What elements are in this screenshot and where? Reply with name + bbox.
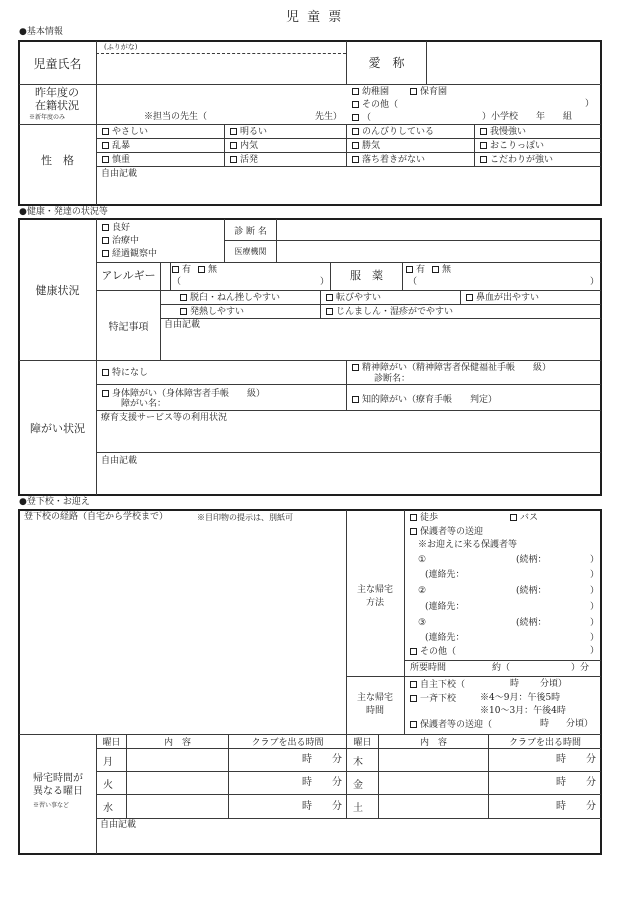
hospital-input[interactable] [278, 242, 600, 261]
section-health-heading: ●健康・発達の状況等 [19, 207, 108, 217]
checkbox-icon [410, 681, 417, 688]
header-day-left: 曜日 [102, 738, 121, 748]
trait-checkbox[interactable]: 明るい [230, 127, 267, 137]
checkbox-icon [102, 369, 109, 376]
method-guardian[interactable]: 保護者等の送迎 [410, 527, 483, 537]
guardian-2-number: ② [418, 586, 427, 596]
physical-disability-name-label: 障がい名： [121, 399, 167, 409]
disability-mental[interactable]: 精神障がい（精神障害者保健福祉手帳 級） [352, 363, 551, 373]
health-good[interactable]: 良好 [102, 223, 130, 233]
checkbox-icon [102, 250, 109, 257]
day-tuesday: 火 [103, 779, 113, 791]
disability-none[interactable]: 特になし [102, 368, 148, 378]
checkbox-icon [352, 114, 359, 121]
trait-checkbox[interactable]: 落ち着きがない [352, 155, 425, 165]
day-saturday: 土 [353, 803, 363, 814]
health-observation[interactable]: 経過観察中 [102, 249, 157, 259]
checkbox-icon [102, 128, 109, 135]
day-thursday: 木 [353, 756, 363, 768]
special-option[interactable]: 発熱しやすい [180, 307, 244, 317]
guardian-2-relation-close: ） [590, 586, 600, 596]
diagnosis-input[interactable] [278, 220, 600, 239]
checkbox-icon [326, 294, 333, 301]
wednesday-content-input[interactable] [128, 796, 227, 817]
checkbox-icon [102, 237, 109, 244]
disability-status-label: 障がい状況 [30, 422, 85, 435]
diagnosis-label: 診 断 名 [234, 226, 267, 237]
checkbox-icon [410, 88, 417, 95]
time-required-minutes: ）分 [571, 663, 590, 673]
checkbox-icon [326, 308, 333, 315]
checkbox-icon [352, 396, 359, 403]
checkbox-icon [410, 528, 417, 535]
medication-paren-close: ） [590, 277, 600, 287]
checkbox-icon [230, 128, 237, 135]
friday-hour: 時 [556, 777, 566, 788]
enroll-other-close: ） [585, 99, 595, 109]
allergy-yes[interactable]: 有 [172, 265, 191, 275]
guardian-3-contact-close: ） [590, 633, 600, 643]
friday-minute: 分 [586, 777, 596, 788]
enroll-other[interactable]: その他（ [352, 100, 398, 110]
day-wednesday: 水 [103, 803, 113, 814]
furigana-label: (ふりがな) [104, 43, 138, 51]
time-required-label: 所要時間 [410, 663, 447, 673]
guardian-1-number: ① [418, 555, 427, 565]
personality-free-text-label: 自由記載 [101, 169, 138, 179]
friday-content-input[interactable] [380, 773, 487, 793]
guardian-time-hour: 時 [540, 719, 550, 729]
checkbox-icon [410, 648, 417, 655]
route-note: ※目印物の提示は、別紙可 [197, 513, 293, 522]
wednesday-hour: 時 [302, 801, 312, 812]
checkbox-icon [230, 156, 237, 163]
days-free-text-input[interactable] [98, 832, 600, 853]
day-monday: 月 [103, 756, 113, 768]
checkbox-icon [352, 364, 359, 371]
header-club-right: クラブを出る時間 [508, 738, 581, 748]
day-friday: 金 [353, 779, 363, 791]
trait-checkbox[interactable]: 内気 [230, 141, 258, 151]
checkbox-icon [480, 142, 487, 149]
special-option[interactable]: 脱臼・ねん挫しやすい [180, 293, 280, 303]
monday-hour: 時 [302, 754, 312, 765]
guardian-2-relation: (続柄： [516, 586, 547, 596]
checkbox-icon [406, 266, 413, 273]
health-treatment[interactable]: 治療中 [102, 236, 139, 246]
enroll-status-label: 昨年度の 在籍状況 [35, 86, 79, 112]
page-title: 児 童 票 [286, 10, 344, 25]
checkbox-icon [172, 266, 179, 273]
checkbox-icon [510, 514, 517, 521]
pickup-note: ※お迎えに来る保護者等 [418, 540, 518, 550]
disability-free-text-input[interactable] [98, 468, 600, 494]
all-leave-winter: ※10～3月：午後4時 [480, 706, 566, 716]
medication-yes[interactable]: 有 [406, 265, 425, 275]
monday-content-input[interactable] [128, 750, 227, 770]
saturday-minute: 分 [586, 801, 596, 812]
days-free-text-label: 自由記載 [100, 820, 137, 830]
saturday-hour: 時 [556, 801, 566, 812]
checkbox-icon [230, 142, 237, 149]
trait-checkbox[interactable]: こだわりが強い [480, 155, 553, 165]
personality-label: 性 格 [41, 154, 74, 167]
guardian-2-contact: (連絡先： [425, 602, 465, 612]
tuesday-hour: 時 [302, 777, 312, 788]
allergy-label: アレルギー [101, 269, 156, 282]
thursday-hour: 時 [556, 754, 566, 765]
disability-intellectual[interactable]: 知的障がい（療育手帳 判定） [352, 395, 497, 405]
header-day-right: 曜日 [353, 738, 372, 748]
special-free-text-input[interactable] [162, 332, 600, 359]
guardian-3-relation: (続柄： [516, 618, 547, 628]
thursday-minute: 分 [586, 754, 596, 765]
time-self-leave[interactable]: 自主下校（ [410, 680, 465, 690]
disability-physical[interactable]: 身体障がい（身体障害者手帳 級） [102, 389, 265, 399]
checkbox-icon [352, 88, 359, 95]
child-name-label: 児童氏名 [33, 56, 82, 71]
header-content-right: 内 容 [419, 738, 447, 748]
checkbox-icon [410, 721, 417, 728]
child-name-input[interactable] [98, 55, 344, 83]
tuesday-content-input[interactable] [128, 773, 227, 793]
mental-diagnosis-label: 診断名： [374, 374, 411, 384]
route-input[interactable] [20, 526, 344, 732]
return-time-label: 主な帰宅 時間 [356, 693, 393, 716]
section-basic-heading: ●基本情報 [19, 27, 63, 37]
trait-checkbox[interactable]: 我慢強い [480, 127, 526, 137]
nickname-input[interactable] [428, 42, 600, 83]
different-days-note: ※習い事など [33, 802, 70, 809]
checkbox-icon [480, 156, 487, 163]
medication-paren-open: （ [408, 277, 418, 287]
nickname-label: 愛 称 [368, 55, 405, 70]
health-status-label: 健康状況 [35, 284, 80, 297]
support-service-input[interactable] [98, 425, 600, 451]
thursday-content-input[interactable] [380, 750, 487, 770]
guardian-2-contact-close: ） [590, 602, 600, 612]
checkbox-icon [102, 390, 109, 397]
method-other[interactable]: その他（ [410, 647, 456, 657]
checkbox-icon [102, 156, 109, 163]
enroll-school[interactable]: （ [352, 113, 371, 123]
checkbox-icon [410, 695, 417, 702]
allergy-paren-open: （ [172, 277, 182, 287]
time-all-leave[interactable]: 一斉下校 [410, 694, 456, 704]
guardian-1-relation: (続柄： [516, 555, 547, 565]
guardian-1-contact-close: ） [590, 570, 600, 580]
special-notes-label: 特記事項 [108, 321, 149, 333]
time-required-approx: 約（ [492, 663, 511, 673]
guardian-1-relation-close: ） [590, 555, 600, 565]
trait-checkbox[interactable]: のんびりしている [352, 127, 434, 137]
special-free-text-label: 自由記載 [164, 320, 201, 330]
checkbox-icon [180, 308, 187, 315]
self-leave-hour: 時 [510, 679, 520, 689]
trait-checkbox[interactable]: 活発 [230, 155, 258, 165]
wednesday-minute: 分 [332, 801, 342, 812]
checkbox-icon [352, 128, 359, 135]
special-option[interactable]: 鼻血が出やすい [466, 293, 539, 303]
tuesday-minute: 分 [332, 777, 342, 788]
self-leave-minute: 分頃） [540, 679, 568, 689]
monday-minute: 分 [332, 754, 342, 765]
allergy-no[interactable]: 無 [198, 265, 217, 275]
enroll-kindergarten[interactable]: 幼稚園 [352, 87, 389, 97]
all-leave-summer: ※4～9月：午後5時 [480, 693, 561, 703]
trait-checkbox[interactable]: 慎重 [102, 155, 130, 165]
enroll-note: ※新年度のみ [29, 114, 66, 121]
method-walk[interactable]: 徒歩 [410, 513, 438, 523]
disability-free-text-label: 自由記載 [101, 456, 138, 466]
guardian-3-relation-close: ） [590, 618, 600, 628]
guardian-time-minute: 分頃） [566, 719, 594, 729]
hospital-label: 医療機関 [234, 246, 267, 256]
guardian-3-contact: (連絡先： [425, 633, 465, 643]
medication-label: 服 薬 [350, 269, 383, 282]
allergy-paren-close: ） [320, 277, 330, 287]
checkbox-icon [352, 156, 359, 163]
checkbox-icon [432, 266, 439, 273]
trait-checkbox[interactable]: 勝気 [352, 141, 380, 151]
teacher-suffix: 先生） [315, 112, 343, 122]
header-club-left: クラブを出る時間 [251, 738, 324, 748]
guardian-1-contact: (連絡先： [425, 570, 465, 580]
header-content-left: 内 容 [163, 738, 191, 748]
return-method-label: 主な帰宅 方法 [356, 585, 393, 608]
personality-free-text-input[interactable] [98, 180, 600, 204]
checkbox-icon [352, 142, 359, 149]
checkbox-icon [102, 224, 109, 231]
checkbox-icon [410, 514, 417, 521]
time-guardian[interactable]: 保護者等の送迎（ [410, 720, 492, 730]
different-days-label: 帰宅時間が 異なる曜日 [33, 773, 83, 797]
saturday-content-input[interactable] [380, 796, 487, 817]
school-grade-class: ）小学校 年 組 [482, 112, 573, 122]
method-bus[interactable]: バス [510, 513, 538, 523]
support-service-label: 療育支援サービス等の利用状況 [101, 413, 228, 423]
medication-no[interactable]: 無 [432, 265, 451, 275]
checkbox-icon [198, 266, 205, 273]
enroll-nursery[interactable]: 保育園 [410, 87, 447, 97]
guardian-3-number: ③ [418, 618, 427, 628]
special-option[interactable]: じんましん・湿疹がでやすい [326, 307, 453, 317]
section-commute-heading: ●登下校・お迎え [19, 497, 90, 507]
checkbox-icon [352, 101, 359, 108]
checkbox-icon [180, 294, 187, 301]
checkbox-icon [466, 294, 473, 301]
trait-checkbox[interactable]: 乱暴 [102, 141, 130, 151]
special-option[interactable]: 転びやすい [326, 293, 381, 303]
method-other-close: ） [590, 646, 600, 656]
teacher-label: ※担当の先生（ [144, 112, 208, 122]
checkbox-icon [102, 142, 109, 149]
checkbox-icon [480, 128, 487, 135]
route-label: 登下校の経路（自宅から学校まで） [24, 512, 169, 522]
trait-checkbox[interactable]: やさしい [102, 127, 148, 137]
trait-checkbox[interactable]: おこりっぽい [480, 141, 544, 151]
